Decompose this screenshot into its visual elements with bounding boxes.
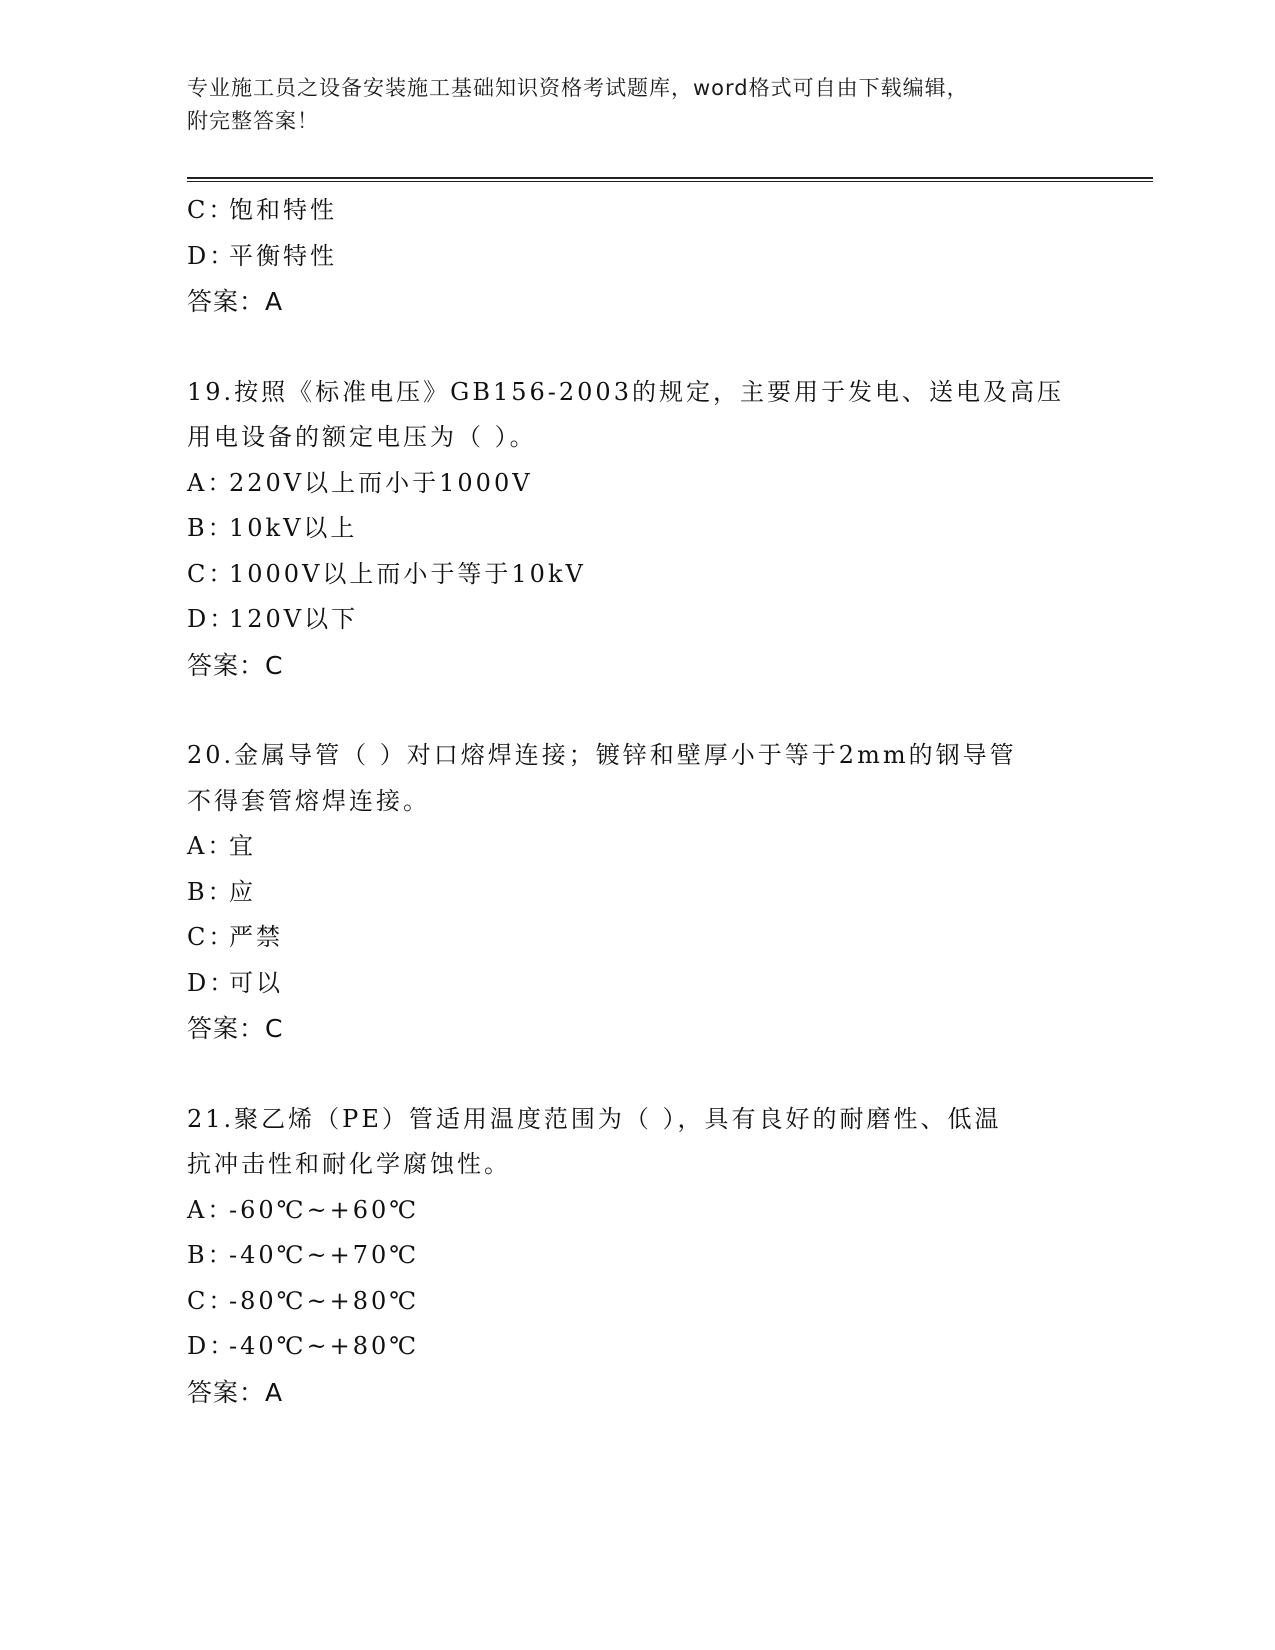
option-d (187, 597, 1087, 643)
header-line-2: 附完整答案！ (187, 109, 319, 133)
option-text: 120V以下 (229, 605, 359, 633)
option-d (187, 1324, 1087, 1370)
option-key: D： (187, 1332, 237, 1360)
option-text: 严禁 (229, 923, 283, 951)
question-stem: 20.金属导管（ ）对口熔焊连接；镀锌和壁厚小于等于2mm的钢导管 (187, 741, 1017, 769)
answer-line: 答案：C (187, 650, 284, 680)
option-text: 10kV以上 (229, 514, 358, 542)
option-d (187, 234, 1087, 280)
spacer (187, 325, 1087, 370)
option-text: 220V以上而小于1000V (229, 468, 533, 497)
option-text: -40℃~+70℃ (229, 1241, 420, 1269)
option-key: B： (187, 514, 235, 542)
option-d (187, 961, 1087, 1007)
question-stem: 抗冲击性和耐化学腐蚀性。 (187, 1150, 511, 1178)
option-c (187, 1279, 1087, 1325)
question-block-prev (187, 188, 1087, 325)
option-c (187, 188, 1087, 234)
question-block-20 (187, 733, 1087, 1052)
question-block-19 (187, 370, 1087, 689)
header-line-1: 专业施工员之设备安装施工基础知识资格考试题库，word格式可自由下载编辑， (187, 76, 969, 100)
option-b (187, 1233, 1087, 1279)
option-key: D： (187, 605, 237, 633)
option-b (187, 506, 1087, 552)
option-key: C： (187, 196, 236, 224)
question-stem: 不得套管熔焊连接。 (187, 786, 430, 815)
answer-line: 答案：C (187, 1014, 284, 1043)
question-block-21 (187, 1097, 1087, 1416)
option-key: C： (187, 923, 236, 951)
answer-line: 答案：A (187, 287, 284, 316)
answer-line: 答案：A (187, 1377, 284, 1407)
spacer (187, 1052, 1087, 1097)
question-stem: 用电设备的额定电压为（ ）。 (187, 423, 537, 451)
option-text: 应 (229, 877, 256, 906)
question-list (187, 188, 1087, 1415)
option-text: -40℃~+80℃ (229, 1332, 420, 1360)
option-b (187, 870, 1087, 916)
option-text: 宜 (229, 832, 256, 860)
option-text: -60℃~+60℃ (229, 1195, 420, 1224)
question-stem: 19.按照《标准电压》GB156-2003的规定，主要用于发电、送电及高压 (187, 377, 1064, 406)
option-key: D： (187, 968, 237, 997)
option-text: 可以 (229, 968, 283, 997)
option-key: C： (187, 559, 236, 588)
option-text: 1000V以上而小于等于10kV (229, 559, 586, 588)
option-a (187, 461, 1087, 507)
option-c (187, 915, 1087, 961)
option-a (187, 824, 1087, 870)
option-key: A： (187, 832, 235, 860)
option-text: 饱和特性 (229, 196, 337, 224)
option-a (187, 1188, 1087, 1234)
document-header (187, 72, 1087, 138)
option-key: A： (187, 1195, 235, 1224)
option-c (187, 552, 1087, 598)
option-key: C： (187, 1286, 236, 1315)
option-text: 平衡特性 (229, 241, 337, 270)
question-stem: 21.聚乙烯（PE）管适用温度范围为（ ），具有良好的耐磨性、低温 (187, 1104, 1002, 1133)
spacer (187, 688, 1087, 733)
header-divider (187, 177, 1153, 182)
option-key: B： (187, 1241, 235, 1269)
option-key: D： (187, 241, 237, 270)
option-text: -80℃~+80℃ (229, 1286, 420, 1315)
option-key: A： (187, 468, 235, 497)
option-key: B： (187, 877, 235, 906)
